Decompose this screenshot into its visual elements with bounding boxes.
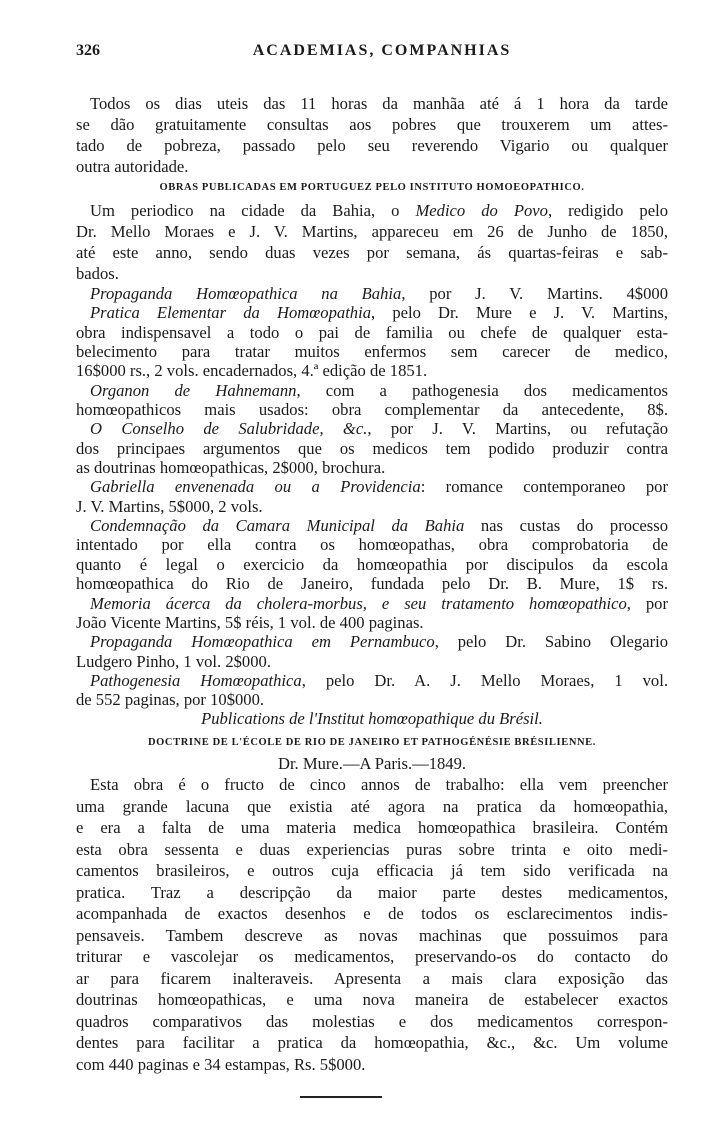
doctrine-author (76, 754, 668, 774)
text-line (76, 1032, 668, 1054)
para-consultas (76, 93, 668, 177)
body-text: com 440 paginas e 34 estampas, Rs. 5$000. (76, 1054, 366, 1074)
text-line (76, 535, 668, 554)
text-line (76, 690, 668, 709)
text-line (76, 946, 668, 968)
body-text: doutrinas homœopathicas, e uma nova maneira de estabelecer exactos (76, 990, 668, 1009)
body-text: Todos os dias uteis das 11 horas da manhãa até á 1 hora da tarde (90, 94, 668, 113)
body-text: belecimento para tratar muitos enfermos sem carecer de medico, (76, 342, 668, 362)
text-line (76, 242, 668, 263)
body-text: Esta obra é o fructo de cinco annos de trabalho: ella vem preencher (90, 775, 668, 794)
text-line (76, 860, 668, 882)
text-line (76, 114, 668, 135)
end-rule-divider (300, 1096, 382, 1098)
text-line (76, 135, 668, 156)
text-line (76, 342, 668, 361)
body-text: triturar e vascolejar os medicamentos, preservando-os do contacto do (76, 947, 668, 966)
body-text: tado de pobreza, passado pelo seu reverendo Vigario ou qualquer (76, 136, 668, 155)
body-text: quadros comparativos das molestias e dos medicamentos correspon- (76, 1011, 668, 1031)
body-text: , pelo Dr. Sabino Olegario (434, 632, 669, 652)
text-line (76, 968, 668, 990)
body-text: acompanhada de exactos desenhos e de todos os esclarecimentos indis- (76, 904, 668, 923)
body-text: e era a falta de uma materia medica homœopathica brasileira. Contém (76, 818, 668, 837)
body-text: Ludgero Pinho, 1 vol. 2$000. (76, 651, 271, 671)
text-line (76, 1054, 668, 1076)
text-line (76, 323, 668, 342)
body-text: Dr. Mure.—A Paris.—1849. (277, 754, 467, 773)
body-text: 16$000 rs., 2 vols. encadernados, 4.ª edição de 1851. (76, 361, 428, 381)
text-line (76, 1011, 668, 1033)
body-text: dentes para facilitar a pratica da homœopathia, &c., &c. Um volume (76, 1033, 668, 1052)
text-line (76, 555, 668, 574)
body-text: DOCTRINE DE L'ÉCOLE DE RIO DE JANEIRO ET PATHOGÉNÉSIE BRÉSILIENNE. (147, 737, 597, 748)
text-line (76, 516, 668, 535)
para-periodico (76, 200, 668, 284)
body-text: uma grande lacuna que existia até agora na pratica da homœopathia, (76, 796, 668, 816)
italic-title-text: Memoria ácerca da cholera-morbus, e seu tratamento homœopathico (90, 593, 627, 613)
body-text: , por (626, 593, 668, 613)
body-text: esta obra sessenta e duas experiencias puras sobre trinta e oito medi- (76, 839, 668, 859)
doctrine-title (76, 733, 668, 753)
body-text: ar para ficarem inalteraveis. Apresenta a mais clara exposição das (76, 968, 668, 988)
body-text: , redigido pelo (547, 200, 668, 220)
body-text: obra indispensavel a todo o pai de familia ou chefe de qualquer esta- (76, 322, 668, 342)
body-text: , por J. V. Martins. 4$000 (401, 284, 668, 303)
text-line (76, 652, 668, 671)
para-esta-obra (76, 774, 668, 1075)
body-text: quanto é legal o exercicio da homœopathia por discipulos da escola (76, 554, 668, 574)
publications-title (76, 709, 668, 729)
text-line (76, 419, 668, 438)
text-line (76, 477, 668, 496)
body-text: nas custas do processo (464, 516, 668, 536)
text-line (76, 156, 668, 177)
body-text: , pelo Dr. Mure e J. V. Martins, (371, 303, 668, 323)
italic-title-text: Propaganda Homœopathica na Bahia (90, 284, 402, 303)
body-text: homœopathicos mais usados: obra complementar da antecedente, 8$. (76, 400, 668, 420)
body-text: intentado por ella contra os homœopathas, obra comprobatoria de (76, 535, 668, 555)
text-line (76, 93, 668, 114)
text-line (76, 989, 668, 1011)
body-text: João Vicente Martins, 5$ réis, 1 vol. de 400 paginas. (76, 612, 424, 632)
italic-title-text: Propaganda Homœopathica em Pernambuco (90, 632, 435, 652)
text-line (76, 754, 668, 774)
body-text: as doutrinas homœopathicas, 2$000, brochura. (76, 458, 386, 478)
text-line (76, 381, 668, 400)
italic-title-text: O Conselho de Salubridade, &c. (90, 419, 368, 439)
body-text: bados. (76, 263, 119, 283)
text-line (76, 458, 668, 477)
text-line (76, 439, 668, 458)
text-line (76, 221, 668, 242)
italic-title-text: Condemnação da Camara Municipal da Bahia (90, 516, 465, 536)
body-text: dos principaes argumentos que os medicos tem podido produzir contra (76, 438, 668, 458)
text-line (76, 303, 668, 322)
body-text: : romance contemporaneo por (420, 477, 668, 497)
text-line (76, 632, 668, 651)
heading-obras (76, 178, 668, 198)
text-line (76, 263, 668, 284)
text-line (76, 774, 668, 796)
italic-title-text: Gabriella envenenada ou a Providencia (90, 477, 421, 497)
body-text: J. V. Martins, 5$000, 2 vols. (76, 496, 263, 516)
body-text: , pelo Dr. A. J. Mello Moraes, 1 vol. (301, 670, 668, 690)
text-line (76, 882, 668, 904)
text-line (76, 817, 668, 839)
body-text: homœopathica do Rio de Janeiro, fundada pelo Dr. B. Mure, 1$ rs. (76, 574, 668, 594)
text-line (76, 796, 668, 818)
catalog (76, 284, 668, 710)
body-text: , com a pathogenesia dos medicamentos (296, 380, 669, 400)
text-line (76, 574, 668, 593)
italic-title-text: Pratica Elementar da Homœopathia (90, 303, 372, 323)
text-line (76, 671, 668, 690)
body-text: pensaveis. Tambem descreve as novas machinas que possuimos para (76, 925, 668, 945)
page-number: 326 (76, 42, 100, 59)
italic-title-text: Pathogenesia Homœopathica (90, 670, 302, 690)
text-line (76, 594, 668, 613)
running-title: ACADEMIAS, COMPANHIAS (252, 42, 512, 59)
body-text: OBRAS PUBLICADAS EM PORTUGUEZ PELO INSTITUTO HOMOEOPATHICO. (159, 182, 585, 193)
text-line (76, 839, 668, 861)
text-line (76, 178, 668, 198)
body-text: se dão gratuitamente consultas aos pobres que trouxerem um attes- (76, 115, 668, 134)
text-line (76, 200, 668, 221)
text-line (76, 733, 668, 753)
text-line (76, 284, 668, 303)
text-line (76, 903, 668, 925)
italic-title-text: Publications de l'Institut homœopathique du Brésil. (201, 709, 543, 728)
body-text: Um periodico na cidade da Bahia, o (90, 200, 416, 220)
body-text: outra autoridade. (76, 157, 189, 176)
text-line (76, 709, 668, 729)
body-text: até este anno, sendo duas vezes por semana, ás quartas-feiras e sab- (76, 242, 668, 262)
italic-title-text: Organon de Hahnemann (90, 380, 297, 400)
italic-title-text: Medico do Povo (415, 200, 548, 220)
body-text: , por J. V. Martins, ou refutação (367, 419, 668, 439)
body-text: Dr. Mello Moraes e J. V. Martins, appareceu em 26 de Junho de 1850, (76, 221, 668, 241)
body-text: de 552 paginas, por 10$000. (76, 690, 265, 710)
text-line (76, 925, 668, 947)
text-line (76, 497, 668, 516)
text-line (76, 613, 668, 632)
text-line (76, 361, 668, 380)
text-line (76, 400, 668, 419)
body-text: pratica. Traz a descripção da maior parte destes medicamentos, (76, 882, 668, 902)
page-header (76, 42, 668, 62)
body-text: camentos brasileiros, e outros cuja efficacia já tem sido verificada na (76, 861, 668, 880)
